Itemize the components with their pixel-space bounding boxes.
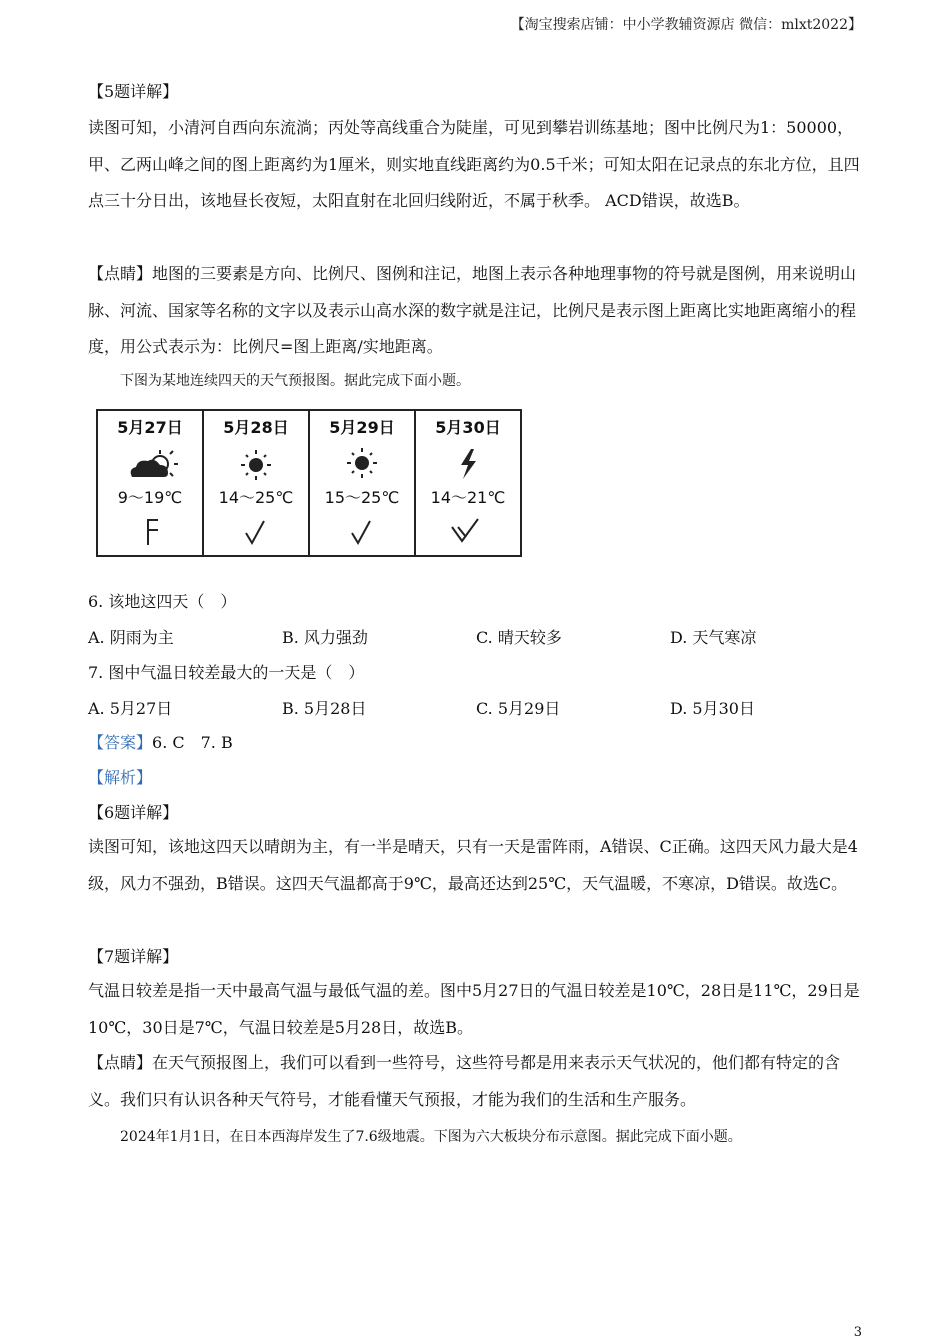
q7-detail-text: 气温日较差是指一天中最高气温与最低气温的差。图中5月27日的气温日较差是10℃，28日是11℃，29日是10℃，30日是7℃，气温日较差是5月28日，故选B。 — [88, 981, 860, 1037]
plates-intro: 2024年1月1日，在日本西海岸发生了7.6级地震。下图为六大板块分布示意图。据此完成下面小题。 — [120, 1129, 742, 1145]
forecast-temperature: 14～25℃ — [218, 488, 294, 507]
forecast-temperature: 9～19℃ — [117, 488, 183, 507]
sunny-icon — [310, 447, 414, 481]
thunderstorm-icon — [416, 447, 520, 481]
weather-forecast-table — [96, 409, 522, 557]
wind-level-1-icon — [204, 513, 308, 549]
tip-text: 在天气预报图上，我们可以看到一些符号，这些符号都是用来表示天气状况的，他们都有特定的含义。我们只有认识各种天气符号，才能看懂天气预报，才能为我们的生活和生产服务。 — [88, 1053, 841, 1109]
analysis-label: 【解析】 — [88, 768, 153, 787]
forecast-date: 5月30日 — [435, 418, 501, 437]
forecast-day — [310, 411, 416, 555]
q7-stem: 7. 图中气温日较差最大的一天是（ ） — [88, 663, 365, 682]
forecast-temperature: 14～21℃ — [430, 488, 506, 507]
tip-text: 地图的三要素是方向、比例尺、图例和注记，地图上表示各种地理事物的符号就是图例，用来说明山脉、河流、国家等名称的文字以及表示山高水深的数字就是注记，比例尺是表示图上距离比实地距离缩小的程度，用公式表示为：比例尺=图上距离/实地距离。 — [88, 264, 857, 356]
answer-text: 6. C 7. B — [152, 733, 233, 752]
q7-options — [88, 696, 868, 720]
q6-detail-title: 【6题详解】 — [88, 803, 179, 822]
tip-label: 【点睛】 — [88, 264, 153, 283]
weather-intro: 下图为某地连续四天的天气预报图。据此完成下面小题。 — [120, 373, 470, 389]
forecast-temperature: 15～25℃ — [324, 488, 400, 507]
forecast-date: 5月29日 — [329, 418, 395, 437]
q6-option-a: A. 阴雨为主 — [88, 628, 174, 647]
q7-detail-title: 【7题详解】 — [88, 947, 179, 966]
answer-line — [88, 731, 233, 755]
q6-option-c: C. 晴天较多 — [476, 628, 562, 647]
forecast-day — [204, 411, 310, 555]
forecast-date: 5月27日 — [117, 418, 183, 437]
forecast-day — [416, 411, 520, 555]
q6-option-b: B. 风力强劲 — [282, 628, 368, 647]
q7-option-c: C. 5月29日 — [476, 699, 561, 718]
q7-tip — [88, 1045, 868, 1118]
wind-level-4-icon — [98, 513, 202, 549]
q7-option-a: A. 5月27日 — [88, 699, 173, 718]
sunny-icon — [204, 447, 308, 481]
q7-option-d: D. 5月30日 — [670, 699, 755, 718]
tip-label: 【点睛】 — [88, 1053, 153, 1072]
page-number: 3 — [853, 1325, 862, 1340]
q6-stem: 6. 该地这四天（ ） — [88, 592, 237, 611]
q5-tip — [88, 256, 868, 366]
q6-detail-text: 读图可知，该地这四天以晴朗为主，有一半是晴天，只有一天是雷阵雨，A错误、C正确。这四天风力最大是4级，风力不强劲，B错误。这四天气温都高于9℃，最高还达到25℃，天气温暖，不寒凉，D错误。故选C。 — [88, 837, 858, 893]
q5-detail-text: 读图可知，小清河自西向东流淌；丙处等高线重合为陡崖，可见到攀岩训练基地；图中比例尺为1：50000，甲、乙两山峰之间的图上距离约为1厘米，则实地直线距离约为0.5千米；可知太阳在记录点的东北方位，且四点三十分日出，该地昼长夜短，太阳直射在北回归线附近，不属于秋季。 ACD错误，故选B。 — [88, 118, 860, 210]
q7-option-b: B. 5月28日 — [282, 699, 367, 718]
answer-label: 【答案】 — [88, 733, 153, 752]
partly-cloudy-icon — [98, 447, 202, 481]
forecast-date: 5月28日 — [223, 418, 289, 437]
forecast-day — [98, 411, 204, 555]
wind-level-2-icon — [416, 513, 520, 549]
q6-option-d: D. 天气寒凉 — [670, 628, 757, 647]
q5-detail-title: 【5题详解】 — [88, 82, 179, 101]
q6-options — [88, 625, 868, 649]
page-header: 【淘宝搜索店铺：中小学教辅资源店 微信：mlxt2022】 — [510, 17, 862, 33]
wind-level-1-icon — [310, 513, 414, 549]
